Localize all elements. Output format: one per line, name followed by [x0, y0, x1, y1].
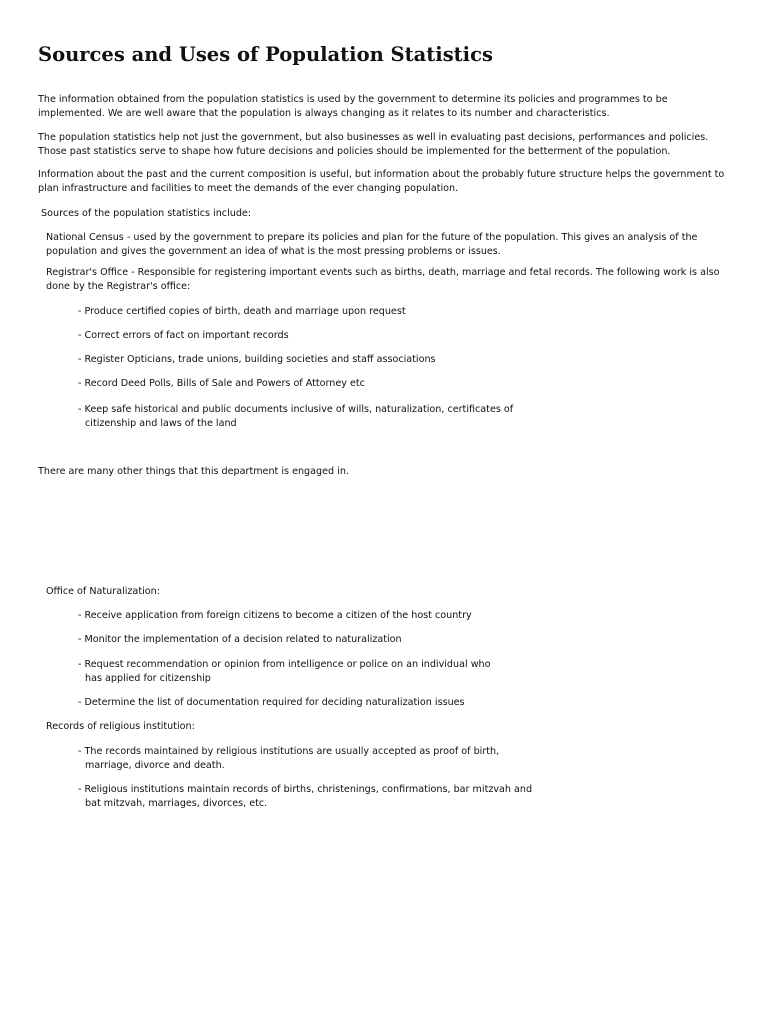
page-title: Sources and Uses of Population Statistics: [38, 43, 493, 66]
naturalization-heading: Office of Naturalization:: [46, 586, 160, 597]
registrar-item-keep-safe-documents: - Keep safe historical and public documents inclusive of wills, naturalization, certificates of citizenship and laws of the land: [78, 404, 514, 429]
registrar-closing-text: There are many other things that this department is engaged in.: [38, 466, 349, 477]
registrar-item-correct-errors: - Correct errors of fact on important records: [78, 330, 289, 341]
sources-intro: Sources of the population statistics include:: [38, 208, 252, 219]
religious-heading: Records of religious institution:: [46, 721, 195, 732]
national-census-text: National Census - used by the government to prepare its policies and plan for the future of the population. This gives an analysis of the population and gives the government an idea of what is the most pressing problems or issues.: [46, 232, 698, 257]
registrar-item-certified-copies: - Produce certified copies of birth, death and marriage upon request: [78, 306, 406, 317]
naturalization-item-determine-documentation: - Determine the list of documentation required for deciding naturalization issues: [78, 697, 465, 708]
naturalization-item-receive-application: - Receive application from foreign citizens to become a citizen of the host country: [78, 610, 472, 621]
paragraph-businesses: The population statistics help not just the government, but also businesses as well in evaluating past decisions, performances and policies. Those past statistics serve to shape how future decisions and policies should be implemented for the betterment of the population.: [38, 132, 709, 157]
naturalization-item-monitor-implementation: - Monitor the implementation of a decision related to naturalization: [78, 634, 402, 645]
registrar-item-register-opticians: - Register Opticians, trade unions, building societies and staff associations: [78, 354, 436, 365]
naturalization-item-request-recommendation: - Request recommendation or opinion from intelligence or police on an individual who has applied for citizenship: [78, 659, 491, 684]
registrar-office-text: Registrar's Office - Responsible for registering important events such as births, death, marriage and fetal records. The following work is also done by the Registrar's office:: [46, 267, 720, 292]
paragraph-future-structure: Information about the past and the current composition is useful, but information about the probably future structure helps the government to plan infrastructure and facilities to meet the demands of the ever changing population.: [38, 169, 725, 194]
religious-item-maintained-records: - Religious institutions maintain records of births, christenings, confirmations, bar mitzvah and bat mitzvah, marriages, divorces, etc.: [78, 784, 533, 809]
religious-item-proof-records: - The records maintained by religious institutions are usually accepted as proof of birth, marriage, divorce and death.: [78, 746, 500, 771]
registrar-item-record-deed-polls: - Record Deed Polls, Bills of Sale and Powers of Attorney etc: [78, 378, 365, 389]
paragraph-intro: The information obtained from the population statistics is used by the government to determine its policies and programmes to be implemented. We are well aware that the population is always changing as it relates to its number and characteristics.: [38, 94, 668, 119]
